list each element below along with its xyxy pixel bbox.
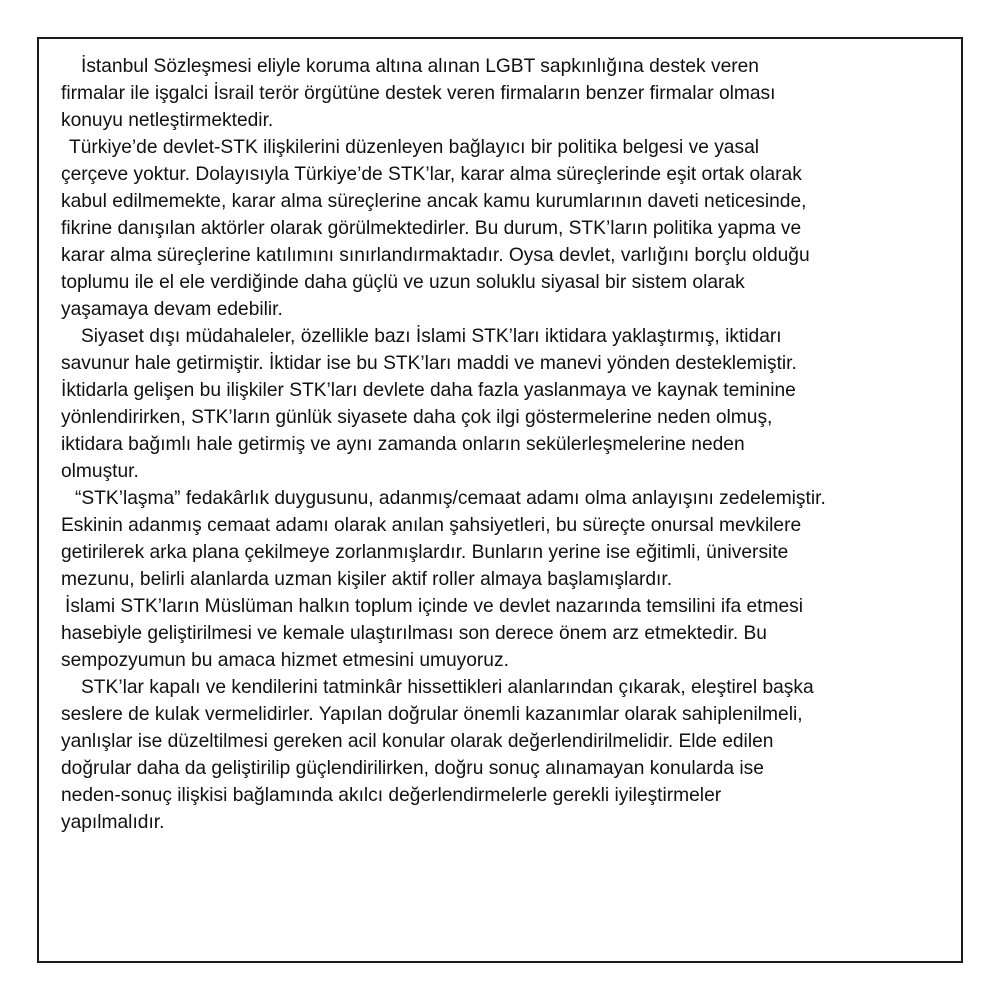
paragraph-2-line-3: kabul edilmemekte, karar alma süreçlerine ancak kamu kurumlarının daveti neticesinde,: [61, 191, 807, 212]
paragraph-2-line-2: çerçeve yoktur. Dolayısıyla Türkiye’de STK’lar, karar alma süreçlerinde eşit ortak olarak: [61, 164, 802, 185]
paragraph-6-line-2: seslere de kulak vermelidirler. Yapılan doğrular önemli kazanımlar olarak sahiplenilmeli,: [61, 704, 803, 725]
paragraph-6: [61, 674, 939, 836]
paragraph-3-line-1: Siyaset dışı müdahaleler, özellikle bazı İslami STK’ları iktidara yaklaştırmış, iktidarı: [81, 326, 782, 347]
paragraph-4-line-2: Eskinin adanmış cemaat adamı olarak anılan şahsiyetleri, bu süreçte onursal mevkilere: [61, 515, 802, 536]
paragraph-3-line-2: savunur hale getirmiştir. İktidar ise bu STK’ları maddi ve manevi yönden desteklemiştir.: [61, 353, 797, 374]
text-frame: [37, 37, 963, 963]
paragraph-1-line-1: İstanbul Sözleşmesi eliyle koruma altına alınan LGBT sapkınlığına destek veren: [81, 56, 759, 77]
paragraph-4-line-1: “STK’laşma” fedakârlık duygusunu, adanmış/cemaat adamı olma anlayışını zedelemiştir.: [75, 488, 826, 509]
paragraph-2: [61, 134, 939, 323]
paragraph-5-line-2: hasebiyle geliştirilmesi ve kemale ulaştırılması son derece önem arz etmektedir. Bu: [61, 623, 767, 644]
paragraph-3-line-4: yönlendirirken, STK’ların günlük siyasete daha çok ilgi göstermelerine neden olmuş,: [61, 407, 773, 428]
paragraph-4-line-3: getirilerek arka plana çekilmeye zorlanmışlardır. Bunların yerine ise eğitimli, üniversite: [61, 542, 789, 563]
paragraph-1: [61, 53, 939, 134]
paragraph-6-line-4: doğrular daha da geliştirilip güçlendirilirken, doğru sonuç alınamayan konularda ise: [61, 758, 764, 779]
paragraph-4-line-4: mezunu, belirli alanlarda uzman kişiler aktif roller almaya başlamışlardır.: [61, 569, 673, 590]
paragraph-6-line-6: yapılmalıdır.: [61, 812, 165, 833]
paragraph-1-line-3: konuyu netleştirmektedir.: [61, 110, 274, 131]
paragraph-3-line-6: olmuştur.: [61, 461, 139, 482]
paragraph-4: [61, 485, 939, 593]
document-body: [61, 53, 939, 836]
paragraph-5: [61, 593, 939, 674]
paragraph-2-line-5: karar alma süreçlerine katılımını sınırlandırmaktadır. Oysa devlet, varlığını borçlu olduğu: [61, 245, 810, 266]
paragraph-3-line-3: İktidarla gelişen bu ilişkiler STK’ları devlete daha fazla yaslanmaya ve kaynak teminine: [61, 380, 796, 401]
paragraph-2-line-4: fikrine danışılan aktörler olarak görülmektedirler. Bu durum, STK’ların politika yapma ve: [61, 218, 802, 239]
paragraph-5-line-3: sempozyumun bu amaca hizmet etmesini umuyoruz.: [61, 650, 509, 671]
paragraph-6-line-1: STK’lar kapalı ve kendilerini tatminkâr hissettikleri alanlarından çıkarak, eleştirel başka: [81, 677, 814, 698]
paragraph-3-line-5: iktidara bağımlı hale getirmiş ve aynı zamanda onların sekülerleşmelerine neden: [61, 434, 745, 455]
paragraph-6-line-3: yanlışlar ise düzeltilmesi gereken acil konular olarak değerlendirilmelidir. Elde edilen: [61, 731, 774, 752]
paragraph-2-line-1: Türkiye’de devlet-STK ilişkilerini düzenleyen bağlayıcı bir politika belgesi ve yasal: [69, 137, 760, 158]
paragraph-6-line-5: neden-sonuç ilişkisi bağlamında akılcı değerlendirmelerle gerekli iyileştirmeler: [61, 785, 722, 806]
paragraph-3: [61, 323, 939, 485]
paragraph-2-line-7: yaşamaya devam edebilir.: [61, 299, 283, 320]
paragraph-1-line-2: firmalar ile işgalci İsrail terör örgütüne destek veren firmaların benzer firmalar olması: [61, 83, 776, 104]
paragraph-2-line-6: toplumu ile el ele verdiğinde daha güçlü ve uzun soluklu siyasal bir sistem olarak: [61, 272, 745, 293]
paragraph-5-line-1: İslami STK’ların Müslüman halkın toplum içinde ve devlet nazarında temsilini ifa etmesi: [65, 596, 803, 617]
